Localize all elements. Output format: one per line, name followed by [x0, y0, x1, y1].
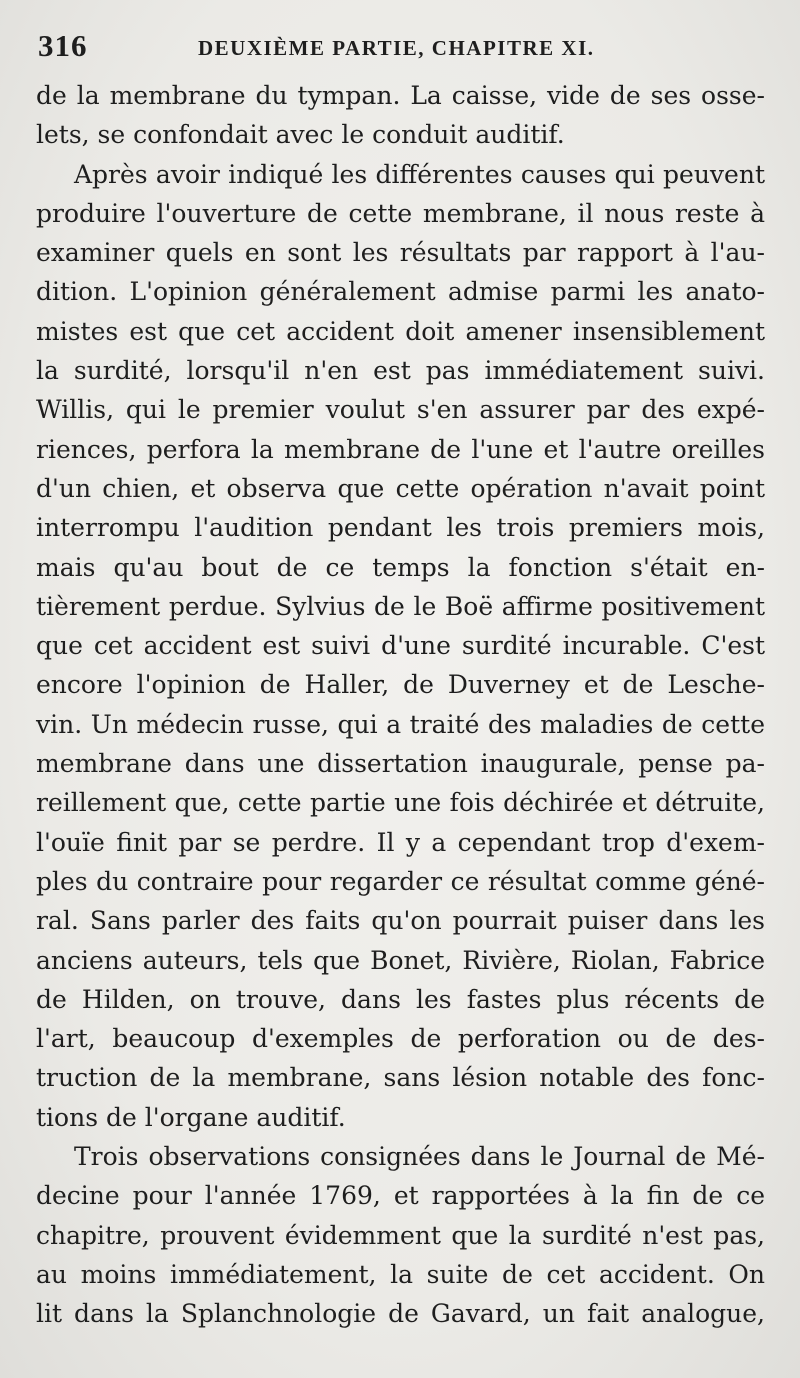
text-line: interrompu l'audition pendant les trois premiers mois,	[36, 513, 765, 543]
text-line: lit dans la Splanchnologie de Gavard, un fait analogue,	[36, 1299, 765, 1329]
text-line: mistes est que cet accident doit amener insensiblement	[36, 316, 765, 346]
text-line: de la membrane du tympan. La caisse, vide de ses osse-	[36, 81, 765, 110]
text-line: l'ouïe finit par se perdre. Il y a cependant trop d'exem-	[36, 827, 765, 857]
text-line: mais qu'au bout de ce temps la fonction s'était en-	[36, 552, 765, 582]
text-line: decine pour l'année 1769, et rapportées à la fin de ce	[36, 1181, 765, 1211]
text-line: membrane dans une dissertation inaugurale, pense pa-	[36, 749, 765, 779]
text-line: Après avoir indiqué les différentes causes qui peuvent	[74, 159, 765, 189]
text-line: tièrement perdue. Sylvius de le Boë affirme positivement	[36, 591, 765, 621]
text-line: de Hilden, on trouve, dans les fastes plus récents de	[36, 984, 765, 1014]
text-line: tions de l'organe auditif.	[36, 1102, 346, 1132]
running-head: DEUXIÈME PARTIE, CHAPITRE XI.	[198, 36, 595, 60]
text-line: Trois observations consignées dans le Journal de Mé-	[74, 1142, 765, 1172]
text-line: chapitre, prouvent évidemment que la surdité n'est pas,	[36, 1220, 765, 1250]
text-line: ples du contraire pour regarder ce résultat comme géné-	[36, 866, 765, 896]
text-line: dition. L'opinion généralement admise parmi les anato-	[36, 277, 765, 307]
text-line: examiner quels en sont les résultats par rapport à l'au-	[36, 238, 765, 268]
text-line: lets, se confondait avec le conduit auditif.	[36, 120, 565, 150]
text-line: que cet accident est suivi d'une surdité incurable. C'est	[36, 631, 765, 661]
page-header	[38, 28, 764, 68]
text-line: encore l'opinion de Haller, de Duverney et de Lesche-	[36, 670, 765, 700]
text-line: riences, perfora la membrane de l'une et l'autre oreilles	[36, 434, 765, 464]
text-line: anciens auteurs, tels que Bonet, Rivière, Riolan, Fabrice	[36, 945, 765, 975]
body-text	[36, 76, 765, 1334]
text-line: produire l'ouverture de cette membrane, il nous reste à	[36, 198, 765, 228]
text-line: truction de la membrane, sans lésion notable des fonc-	[36, 1063, 765, 1093]
text-line: Willis, qui le premier voulut s'en assurer par des expé-	[36, 395, 765, 425]
text-line: d'un chien, et observa que cette opération n'avait point	[36, 473, 765, 503]
text-line: ral. Sans parler des faits qu'on pourrait puiser dans les	[36, 906, 765, 936]
text-line: l'art, beaucoup d'exemples de perforation ou de des-	[36, 1024, 765, 1054]
text-line: au moins immédiatement, la suite de cet accident. On	[36, 1259, 765, 1289]
text-line: la surdité, lorsqu'il n'en est pas immédiatement suivi.	[36, 356, 765, 386]
text-line: reillement que, cette partie une fois déchirée et détruite,	[36, 788, 765, 818]
page-number: 316	[38, 28, 88, 63]
text-line: vin. Un médecin russe, qui a traité des maladies de cette	[36, 709, 765, 739]
